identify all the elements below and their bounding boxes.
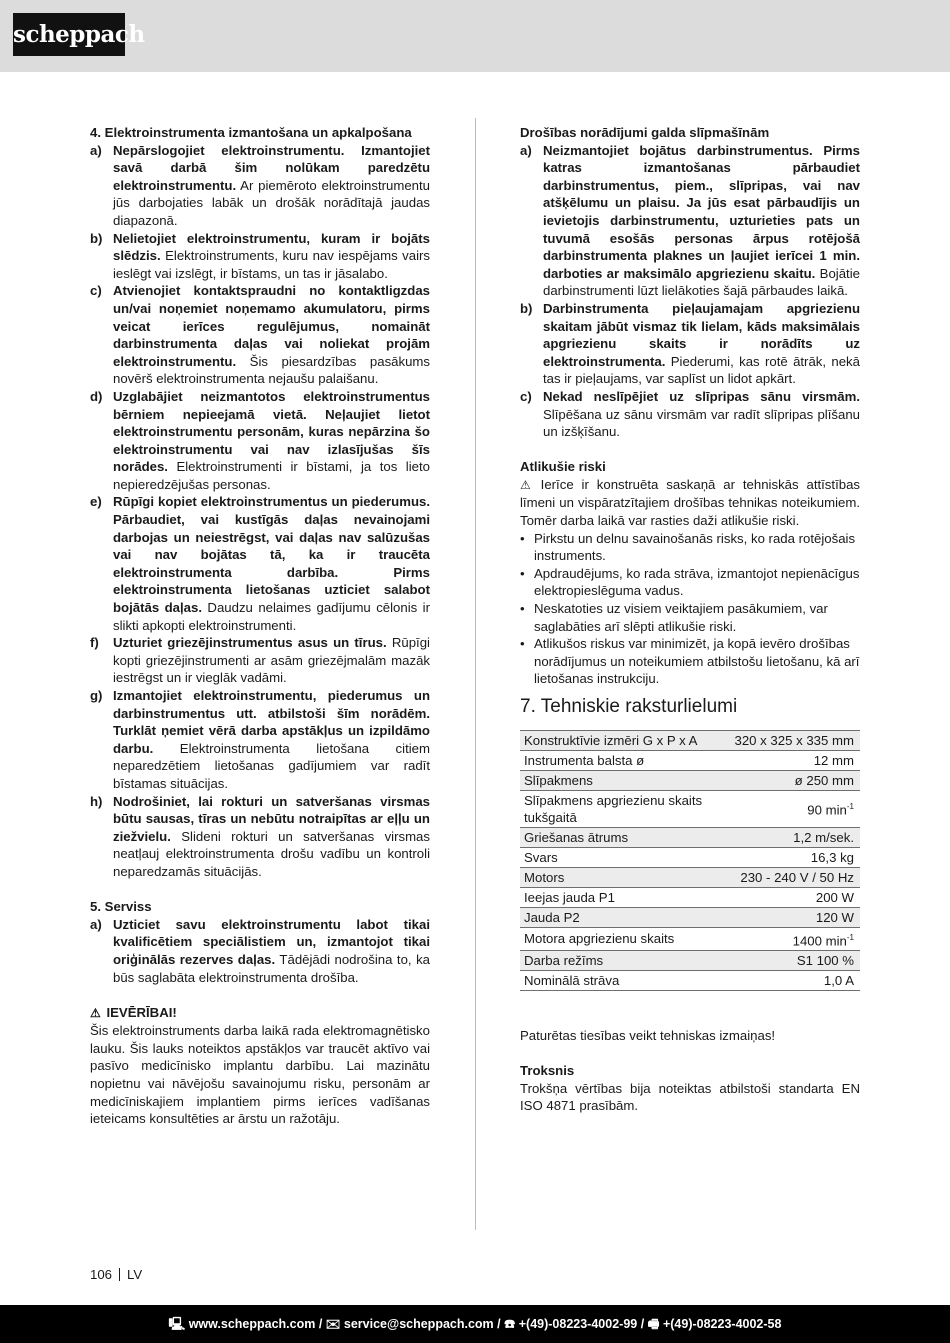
table-row: [520, 770, 860, 790]
spec-value-cell: [731, 847, 861, 867]
footer-email[interactable]: service@scheppach.com: [343, 1317, 494, 1331]
spec-value-cell: [731, 790, 861, 827]
spec-value: 230 - 240 V / 50 Hz: [740, 869, 854, 885]
spec-name: Darba režīms: [520, 950, 731, 970]
grinder-safety-list: [520, 142, 860, 441]
spec-value: ø 250 mm: [794, 772, 854, 788]
mail-icon: ✉: [325, 1317, 341, 1331]
list-item-normal: Šis piesardzības pasākums novērš elektroinstrumenta nejaušu palaišanu.: [113, 353, 430, 387]
spec-value: S1 100 %: [796, 952, 854, 968]
list-item-bold: Atvienojiet kontaktspraudni no kontaktligzdas un/vai noņemiet noņemamo akumulatoru, pirms veicat ierīces regulējumus, nomaināt darbinstrumenta daļas vai noliekat projām elektroinstrumentu.: [113, 283, 430, 369]
list-item: [90, 282, 430, 388]
section-4-title: 4. Elektroinstrumenta izmantošana un apkalpošana: [90, 125, 412, 140]
list-item-normal: Elektroinstruments, kuru nav iespējams vairs ieslēgt vai izslēgt, ir bīstams, un tas ir jāsalabo.: [113, 248, 430, 281]
list-item-label: a): [520, 142, 532, 158]
list-item-label: a): [90, 142, 102, 158]
tech-specs-table: [520, 730, 860, 991]
noise-title: Troksnis: [520, 1063, 575, 1079]
list-item-text: [113, 142, 430, 230]
list-item-normal: Piederumi, kas rotē ātrāk, nekā tas ir pieļaujams, var saplīst un lidot apkārt.: [543, 353, 860, 387]
list-item: [90, 687, 430, 793]
list-item: [90, 142, 430, 230]
spec-value: 12 mm: [813, 752, 854, 768]
scheppach-logo: scheppach: [13, 13, 125, 56]
spec-value-cell: [731, 907, 861, 927]
list-item-text: [113, 687, 430, 793]
spec-value: 16,3 kg: [810, 849, 854, 865]
spec-name: Slīpakmens: [520, 770, 731, 790]
spec-name: Svars: [520, 847, 731, 867]
section-4-list: [90, 142, 430, 881]
list-item-bold: Darbinstrumenta pieļaujamajam apgriezienu skaitam jābūt vismaz tik lielam, kāds maksimālais apgriezienu skaits ir norādīts uz elektroinstrumenta.: [543, 300, 860, 369]
list-item-text: [113, 634, 430, 687]
list-item-text: [113, 388, 430, 494]
list-item-normal: Elektroinstrumenti ir bīstami, ja tos lieto nepieredzējušas personas.: [113, 459, 430, 492]
warning-triangle-icon: ⚠: [520, 477, 531, 492]
list-item-bold: Nodrošiniet, lai rokturi un satveršanas virsmas būtu sausas, tīras un nebūtu notraipītas ar eļļu un ziežvielu.: [113, 793, 430, 844]
spec-name: Nominālā strāva: [520, 970, 731, 990]
spec-value: 1,0 A: [823, 972, 854, 988]
list-item-bold: Uzglabājiet neizmantotos elektroinstrumentus bērniem nepieejamā vietā. Neļaujiet lietot elektroinstrumentu personām, kuras nepārzina šo elektroinstrumentu vai nav izlasījušas šīs norādes.: [113, 388, 430, 475]
bullet-text: Apdraudējums, ko rada strāva, izmantojot nepienācīgus elektropieslēguma vadus.: [534, 565, 860, 599]
list-item-label: g): [90, 688, 103, 703]
warning-text: Šis elektroinstruments darba laikā rada elektromagnētisko lauku. Šis lauks noteiktos apstākļos var traucēt aktīvo vai pasīvo medicīnisko implantu darbību. Lai mazinātu nopietnu vai nāvējošu savainojumu risku, personām ar medicīniskajiem implantiem pirms ierīces vadīšanas ieteicams konsultēties ar ārstu un ražotāju.: [90, 1023, 430, 1127]
spec-name: Instrumenta balsta ø: [520, 750, 731, 770]
table-row: [520, 790, 860, 827]
list-item-text: [543, 388, 860, 441]
spec-value: 90 min: [807, 802, 847, 818]
list-item-normal: Ar piemēroto elektroinstrumentu jūs darbojaties labāk un drošāk norādītajā jaudas diapazonā.: [113, 177, 430, 228]
bullet-text: Neskatoties uz visiem veiktajiem pasākumiem, var saglabāties arī slēpti atlikušie riski.: [534, 601, 828, 634]
list-item-normal: Elektroinstrumenta lietošana citiem neparedzētiem lietošanas gadījumiem var radīt bīstamas situācijas.: [113, 740, 430, 791]
list-item-text: [113, 230, 430, 283]
spec-value-cell: [731, 770, 861, 790]
page-number: [90, 1267, 142, 1282]
table-row: [520, 730, 860, 750]
footer-web[interactable]: www.scheppach.com: [188, 1317, 316, 1331]
bullet-item: [520, 600, 860, 635]
right-column: [520, 124, 860, 1115]
list-item-bold: Rūpīgi kopiet elektroinstrumentus un piederumus. Pārbaudiet, vai kustīgās daļas nevainojami darbojas un neiestrēgst, vai daļas nav salūzušas vai nav bojātas tā, ka ir traucēta elektroinstrumenta darbība. Pirms elektroinstrumenta lietošanas uzticiet salabot bojātās daļas.: [113, 494, 430, 616]
list-item-normal: Daudzu nelaimes gadījumu cēlonis ir slikti apkopti elektroinstrumenti.: [113, 600, 430, 633]
page-number-value: 106: [90, 1267, 113, 1282]
page-language: LV: [127, 1267, 143, 1282]
list-item-bold: Uzturiet griezējinstrumentus asus un tīrus.: [113, 635, 387, 651]
table-row: [520, 927, 860, 950]
bullet-item: [520, 530, 860, 565]
spec-value-cell: [731, 927, 861, 950]
list-item-normal: Slideni rokturi un satveršanas virsmas neatļauj elektroinstrumenta drošu vadību un kontroli neparedzamās situācijās.: [113, 828, 430, 879]
table-row: [520, 847, 860, 867]
list-item-label: f): [90, 635, 99, 651]
spec-value: 320 x 325 x 335 mm: [734, 732, 854, 748]
list-item: [90, 634, 430, 687]
spec-name: Ieejas jauda P1: [520, 887, 731, 907]
footer-fax: +(49)-08223-4002-58: [662, 1317, 782, 1331]
monitor-icon: 🖳: [168, 1317, 186, 1331]
list-item-bold: Nelietojiet elektroinstrumentu, kuram ir bojāts slēdzis.: [113, 230, 430, 264]
noise-text: Trokšņa vērtības bija noteiktas atbilstoši standarta EN ISO 4871 prasībām.: [520, 1080, 860, 1114]
residual-risks-title: Atlikušie riski: [520, 459, 606, 475]
fax-icon: 🖷: [647, 1317, 660, 1331]
spec-value: 120 W: [815, 909, 854, 925]
spec-name: Slīpakmens apgriezienu skaits tukšgaitā: [520, 790, 731, 827]
table-row: [520, 887, 860, 907]
list-item: [90, 230, 430, 283]
list-item-text: [113, 493, 430, 634]
list-item-bold: Nepārslogojiet elektroinstrumentu. Izmantojiet savā darbā šim nolūkam paredzētu elektroinstrumentu.: [113, 142, 430, 193]
list-item-normal: Tādējādi nodrošina to, ka būs saglabāta elektroinstrumenta drošība.: [113, 951, 430, 985]
spec-value-cell: [731, 827, 861, 847]
list-item-text: [543, 300, 860, 388]
list-item-label: b): [90, 230, 103, 246]
spec-value-cell: [731, 867, 861, 887]
bullet-text: Pirkstu un delnu savainošanās risks, ko rada rotējošais instruments.: [534, 530, 856, 564]
list-item-bold: Izmantojiet elektroinstrumentu, piederumus un darbinstrumentus utt. atbilstoši šīm norādēm. Turklāt ņemiet vērā darba apstākļus un izpildāmo darbu.: [113, 688, 430, 756]
phone-icon: ☎: [504, 1317, 516, 1331]
spec-value-cell: [731, 887, 861, 907]
residual-risks-intro-text: Ierīce ir konstruēta saskaņā ar tehniskās attīstības līmeni un vispāratzītajiem drošības tehnikas noteikumiem. Tomēr darba laikā var rasties daži atlikušie riski.: [520, 476, 860, 529]
spec-value-cell: [731, 970, 861, 990]
spec-unit-exponent: -1: [846, 802, 854, 812]
bullet-dot-icon: •: [520, 601, 525, 617]
bullet-dot-icon: •: [520, 636, 525, 652]
table-row: [520, 867, 860, 887]
spec-value: 1400 min: [792, 932, 847, 948]
list-item-text: [543, 142, 860, 300]
bullet-item: [520, 565, 860, 600]
list-item: [90, 388, 430, 494]
spec-name: Jauda P2: [520, 907, 731, 927]
list-item-label: h): [90, 793, 103, 809]
list-item: [90, 916, 430, 986]
list-item-bold: Neizmantojiet bojātus darbinstrumentus. Pirms katras izmantošanas pārbaudiet darbinstrumentus, piem., slīpripas, vai nav atšķēlumu un plaisu. Ja jūs esat pārbaudījis un ievietojis darbinstrumentu, uzturieties pats un tuvumā esošās personas ārpus rotējošā darbinstrumenta plaknes un ļaujiet ierīcei 1 min. darboties ar maksimālo apgriezienu skaitu.: [543, 142, 860, 281]
bullet-dot-icon: •: [520, 530, 525, 546]
spec-value-cell: [731, 750, 861, 770]
spec-value: 1,2 m/sek.: [793, 829, 854, 845]
table-row: [520, 750, 860, 770]
list-item-text: [113, 916, 430, 986]
list-item: [90, 793, 430, 881]
footer-phone: +(49)-08223-4002-99: [518, 1317, 638, 1331]
page-footer: 🖳 www.scheppach.com / ✉ service@scheppach.com / ☎ +(49)-08223-4002-99 / 🖷 +(49)-08223-4002-58: [0, 1305, 950, 1343]
residual-risks-list: [520, 530, 860, 688]
list-item: [520, 142, 860, 300]
spec-name: Motora apgriezienu skaits: [520, 927, 731, 950]
section-5-list: [90, 916, 430, 986]
page-header: [0, 0, 950, 72]
table-row: [520, 950, 860, 970]
table-row: [520, 827, 860, 847]
spec-name: Konstruktīvie izmēri G x P x A: [520, 730, 731, 750]
spec-value-cell: [731, 950, 861, 970]
bullet-item: [520, 635, 860, 688]
residual-risks-intro: [520, 476, 860, 530]
tech-specs-title: 7. Tehniskie raksturlielumi: [520, 696, 738, 717]
list-item-label: b): [520, 300, 533, 316]
spec-value-cell: [731, 730, 861, 750]
warning-title: [90, 1004, 430, 1023]
list-item-text: [113, 282, 430, 388]
rights-note: Paturētas tiesības veikt tehniskas izmaiņas!: [520, 1027, 776, 1043]
list-item: [90, 493, 430, 634]
warning-triangle-icon: ⚠: [90, 1005, 101, 1020]
list-item-label: c): [520, 388, 532, 404]
left-column: [90, 124, 430, 1128]
list-item-normal: Rūpīgi kopti griezējinstrumenti ar asām griezējmalām mazāk iestrēgst un ir vieglāk vadāmi.: [113, 635, 430, 686]
list-item-normal: Slīpēšana uz sānu virsmām var radīt slīpripas plīšanu un izšķīšanu.: [543, 406, 860, 440]
spec-value: 200 W: [815, 889, 854, 905]
section-5-title: 5. Serviss: [90, 899, 152, 915]
grinder-safety-title: Drošības norādījumi galda slīpmašīnām: [520, 125, 770, 140]
list-item-normal: Bojātie darbinstrumenti lūzt lielākoties šajā pārbaudes laikā.: [543, 265, 860, 299]
column-divider: [475, 118, 476, 1230]
bullet-dot-icon: •: [520, 565, 525, 581]
bullet-text: Atlikušos riskus var minimizēt, ja kopā ievēro drošības norādījumus un noteikumiem atbilstošu lietošanu, kā arī lietošanas instrukciju.: [534, 636, 860, 687]
list-item-label: e): [90, 494, 102, 510]
spec-name: Griešanas ātrums: [520, 827, 731, 847]
spec-name: Motors: [520, 867, 731, 887]
spec-unit-exponent: -1: [846, 932, 854, 942]
list-item-bold: Uzticiet savu elektroinstrumentu labot tikai kvalificētiem speciālistiem un, izmantojot tikai oriģinālās rezerves daļas.: [113, 916, 430, 967]
list-item-label: a): [90, 916, 102, 932]
list-item-label: d): [90, 388, 103, 404]
table-row: [520, 970, 860, 990]
table-row: [520, 907, 860, 927]
list-item: [520, 300, 860, 388]
list-item-bold: Nekad neslīpējiet uz slīpripas sānu virsmām.: [543, 388, 860, 404]
list-item: [520, 388, 860, 441]
warning-title-text: IEVĒRĪBAI!: [106, 1004, 177, 1020]
list-item-text: [113, 793, 430, 881]
list-item-label: c): [90, 283, 102, 299]
